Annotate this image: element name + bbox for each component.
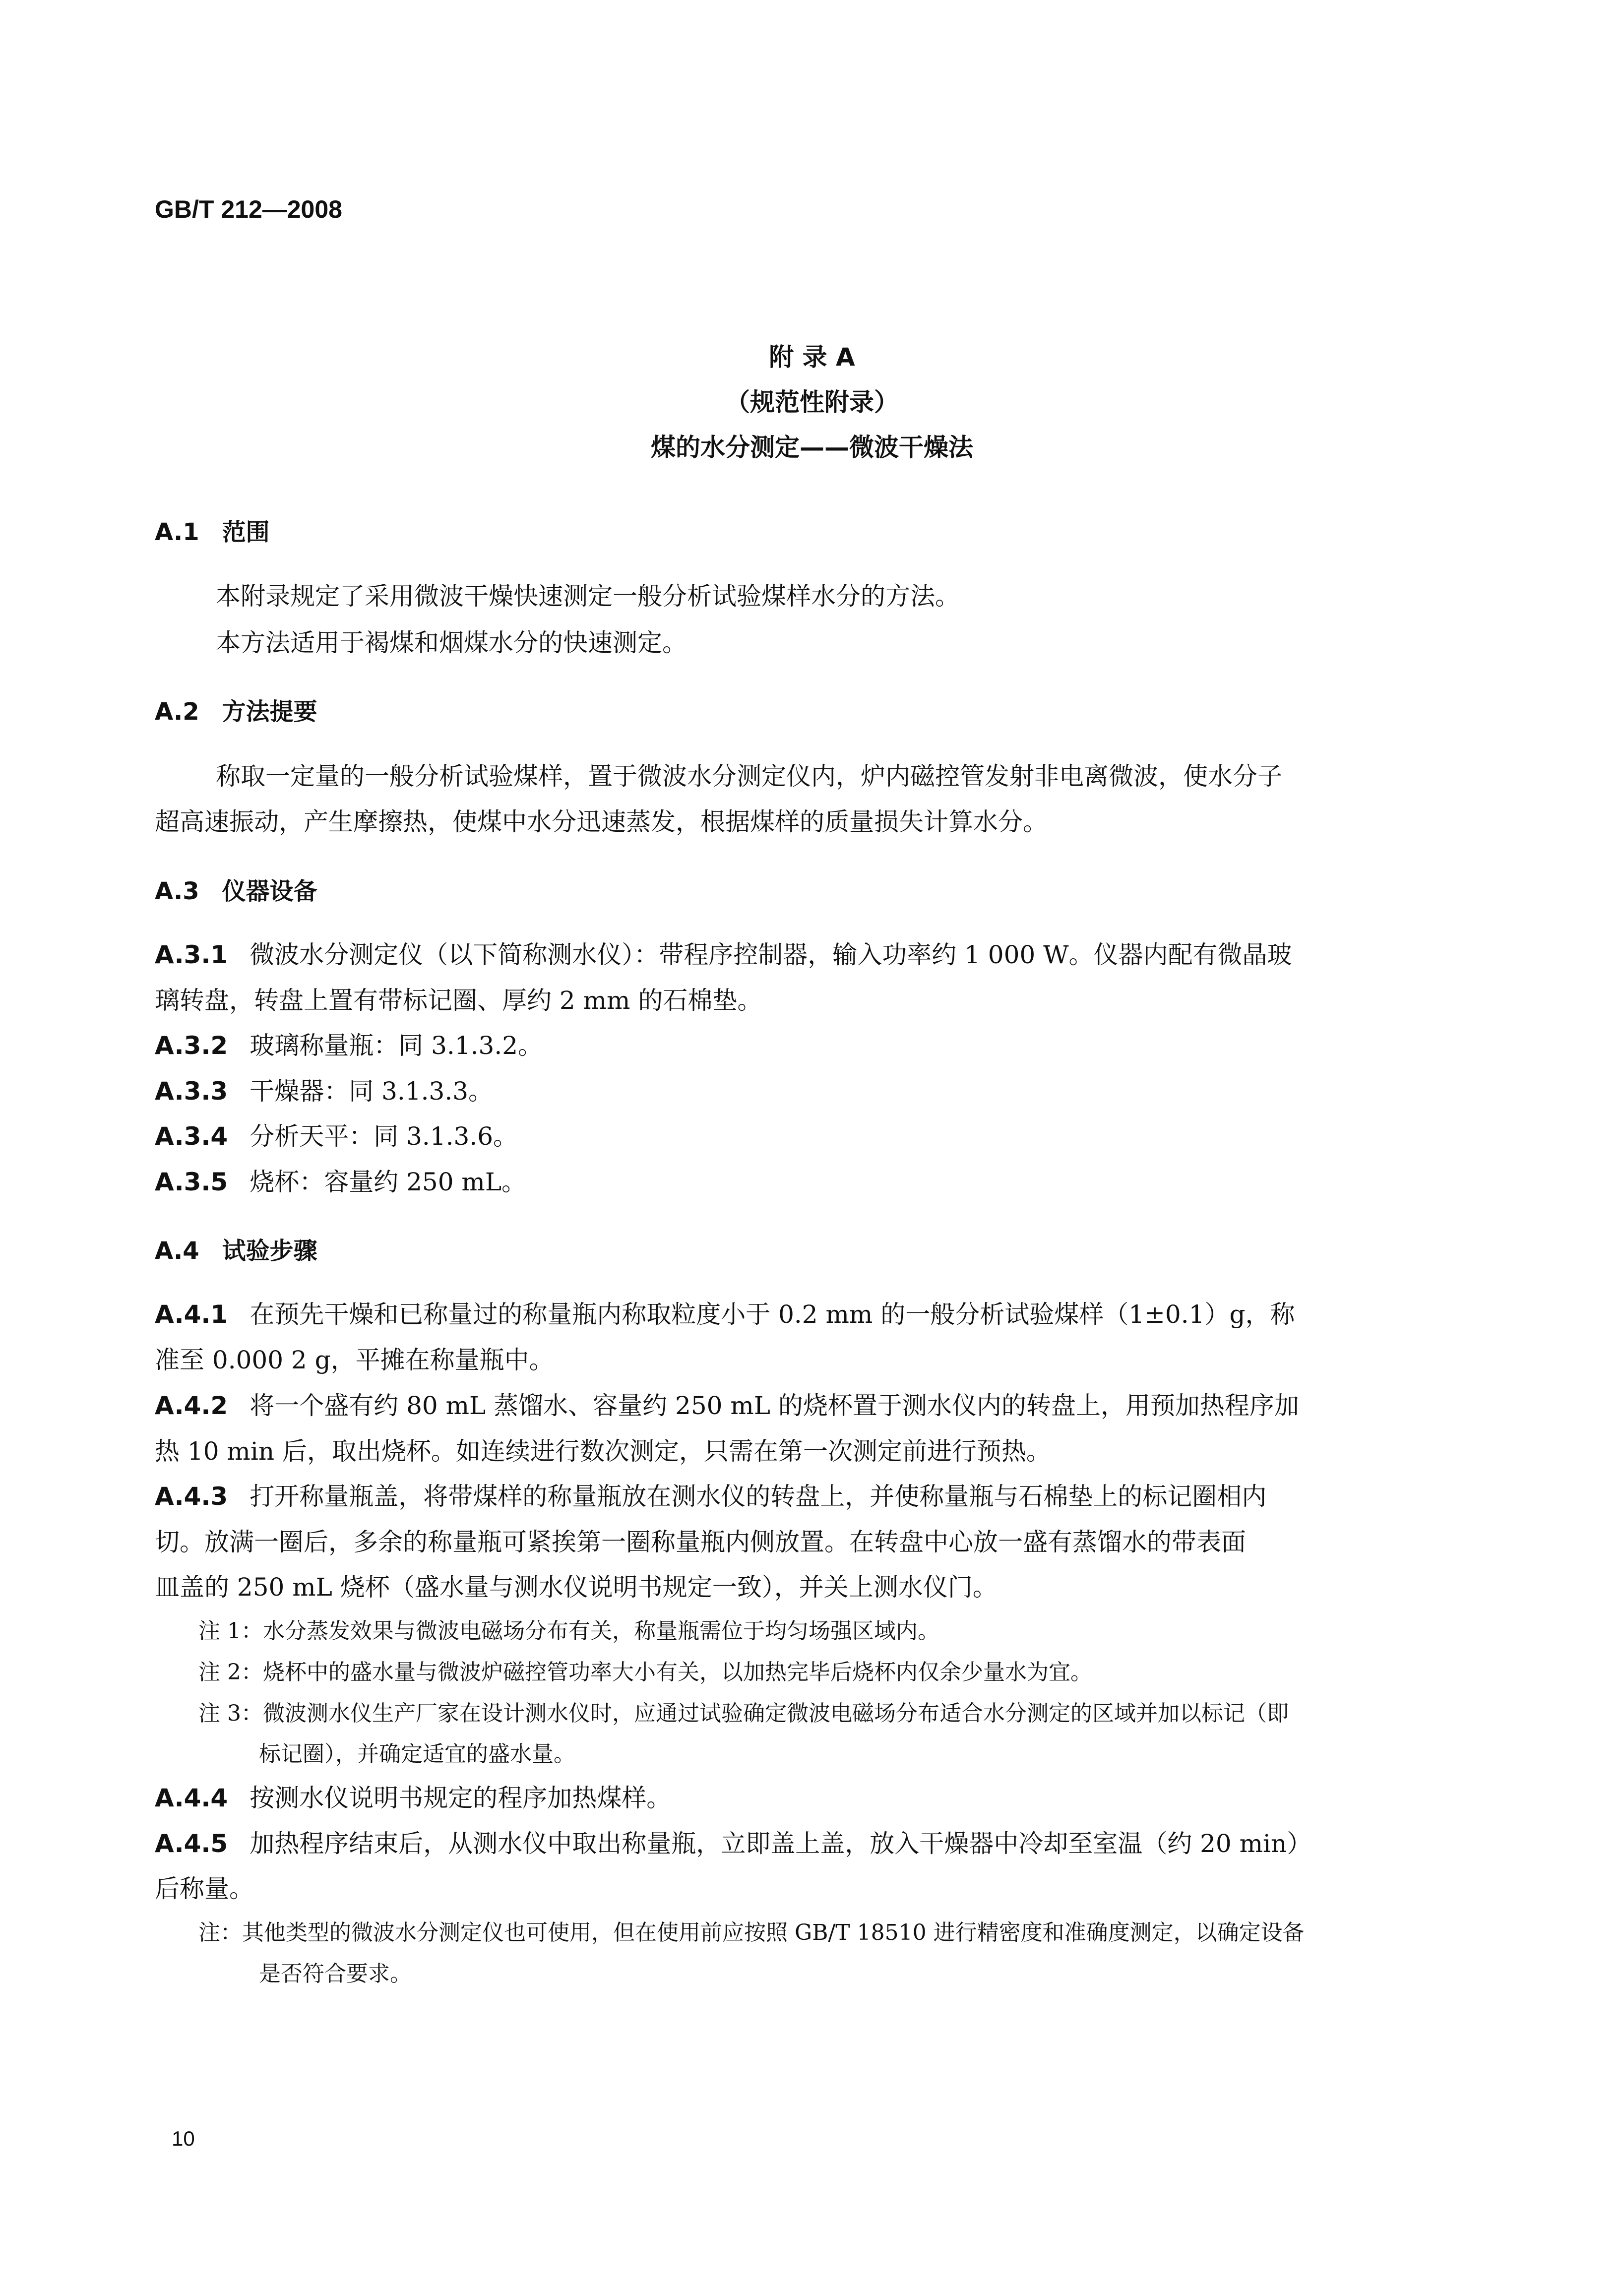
section-title: 试验步骤	[222, 1237, 317, 1265]
clause-number: A.4.2	[155, 1391, 228, 1420]
clause-text: 打开称量瓶盖，将带煤样的称量瓶放在测水仪的转盘上，并使称量瓶与石棉垫上的标记圈相内	[250, 1482, 1267, 1511]
clause-text-continued: 热 10 min 后，取出烧杯。如连续进行数次测定，只需在第一次测定前进行预热。	[155, 1437, 1051, 1466]
clause-number: A.3.2	[155, 1031, 228, 1060]
section-heading-a4	[155, 1232, 317, 1266]
note-3-continued: 标记圈），并确定适宜的盛水量。	[259, 1741, 575, 1767]
clause-a3-1	[155, 935, 1292, 971]
clause-a4-4	[155, 1778, 671, 1814]
clause-text: 分析天平：同 3.1.3.6。	[250, 1122, 518, 1151]
clause-number: A.4.3	[155, 1482, 228, 1511]
paragraph: 称取一定量的一般分析试验煤样，置于微波水分测定仪内，炉内磁控管发射非电离微波，使水分子	[216, 762, 1282, 791]
clause-text-continued: 后称量。	[155, 1874, 254, 1903]
appendix-label: 附 录 A	[769, 343, 855, 371]
clause-text: 加热程序结束后，从测水仪中取出称量瓶，立即盖上盖，放入干燥器中冷却至室温（约 20 min）	[250, 1829, 1312, 1858]
clause-text-continued: 准至 0.000 2 g，平摊在称量瓶中。	[155, 1346, 554, 1374]
section-number: A.3	[155, 877, 199, 905]
clause-number: A.3.3	[155, 1077, 228, 1106]
section-title: 范围	[222, 518, 270, 546]
paragraph: 超高速振动，产生摩擦热，使煤中水分迅速蒸发，根据煤样的质量损失计算水分。	[155, 807, 1048, 836]
clause-a3-4	[155, 1116, 518, 1152]
section-title: 方法提要	[222, 698, 317, 726]
clause-text-continued: 切。放满一圈后，多余的称量瓶可紧挨第一圈称量瓶内侧放置。在转盘中心放一盛有蒸馏水的带表面	[155, 1528, 1246, 1556]
clause-number: A.3.5	[155, 1168, 228, 1196]
paragraph: 本方法适用于褐煤和烟煤水分的快速测定。	[216, 628, 687, 657]
section-number: A.1	[155, 518, 199, 546]
appendix-title: 煤的水分测定——微波干燥法	[651, 433, 973, 462]
section-title: 仪器设备	[222, 877, 317, 905]
clause-text: 在预先干燥和已称量过的称量瓶内称取粒度小于 0.2 mm 的一般分析试验煤样（1±0.1）g，称	[250, 1300, 1295, 1329]
section-number: A.2	[155, 698, 199, 726]
clause-a4-2	[155, 1386, 1299, 1422]
final-note-continued: 是否符合要求。	[259, 1961, 412, 1986]
section-number: A.4	[155, 1237, 199, 1265]
section-heading-a3	[155, 872, 317, 906]
paragraph: 本附录规定了采用微波干燥快速测定一般分析试验煤样水分的方法。	[216, 582, 960, 611]
clause-number: A.4.1	[155, 1300, 228, 1329]
note-1: 注 1：水分蒸发效果与微波电磁场分布有关，称量瓶需位于均匀场强区域内。	[198, 1618, 939, 1644]
clause-text: 微波水分测定仪（以下简称测水仪）：带程序控制器，输入功率约 1 000 W。仪器内配有微晶玻	[250, 940, 1292, 969]
appendix-type: （规范性附录）	[725, 388, 899, 417]
clause-a4-5	[155, 1824, 1312, 1859]
section-heading-a1	[155, 513, 270, 547]
clause-number: A.3.1	[155, 940, 228, 969]
clause-a3-3	[155, 1071, 493, 1107]
clause-a3-5	[155, 1162, 526, 1198]
clause-text: 烧杯：容量约 250 mL。	[250, 1168, 527, 1196]
standard-code: GB/T 212—2008	[155, 195, 342, 223]
clause-text-continued: 皿盖的 250 mL 烧杯（盛水量与测水仪说明书规定一致），并关上测水仪门。	[155, 1573, 998, 1602]
note-3: 注 3：微波测水仪生产厂家在设计测水仪时，应通过试验确定微波电磁场分布适合水分测定的区域并加以标记（即	[198, 1701, 1289, 1726]
final-note: 注：其他类型的微波水分测定仪也可使用，但在使用前应按照 GB/T 18510 进行精密度和准确度测定，以确定设备	[198, 1920, 1305, 1945]
clause-number: A.4.4	[155, 1784, 228, 1812]
clause-text: 按测水仪说明书规定的程序加热煤样。	[250, 1784, 672, 1812]
clause-text: 干燥器：同 3.1.3.3。	[250, 1077, 494, 1106]
clause-a4-3	[155, 1477, 1266, 1512]
note-2: 注 2：烧杯中的盛水量与微波炉磁控管功率大小有关，以加热完毕后烧杯内仅余少量水为宜。	[198, 1660, 1092, 1685]
clause-text: 将一个盛有约 80 mL 蒸馏水、容量约 250 mL 的烧杯置于测水仪内的转盘上，用预加热程序加	[250, 1391, 1299, 1420]
section-heading-a2	[155, 692, 317, 727]
clause-text: 玻璃称量瓶：同 3.1.3.2。	[250, 1031, 543, 1060]
clause-a4-1	[155, 1295, 1295, 1330]
clause-text-continued: 璃转盘，转盘上置有带标记圈、厚约 2 mm 的石棉垫。	[155, 986, 762, 1015]
clause-number: A.3.4	[155, 1122, 228, 1151]
clause-a3-2	[155, 1026, 543, 1061]
page-number: 10	[172, 2127, 195, 2150]
clause-number: A.4.5	[155, 1829, 228, 1858]
